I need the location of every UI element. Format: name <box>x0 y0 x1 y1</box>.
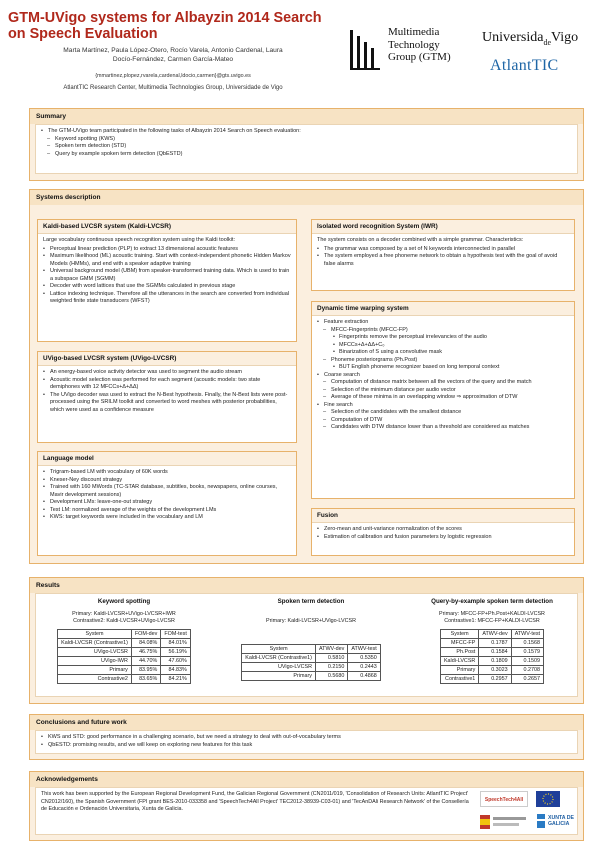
dtw-coarse-item: – Average of these minima in an overlapping window ⇒ approximation of DTW <box>317 394 569 402</box>
dtw-heading: Dynamic time warping system <box>312 302 574 316</box>
std-cell: Kaldi-LVCSR (Contrastive1) <box>242 654 316 663</box>
std-cell: 0.5350 <box>348 654 380 663</box>
uvigo-lvcsr-body <box>38 366 296 417</box>
iwr-box <box>311 219 575 291</box>
qbe-col-header: ATWV-test <box>511 629 543 638</box>
xunta-emblem-icon <box>536 813 546 829</box>
iwr-item: • The system employed a free phoneme network to obtain a hypothesis test with the goal of avoid false alarms <box>317 253 569 268</box>
uvigo-logo <box>482 30 578 46</box>
kws-primary: Primary: Kaldi-LVCSR+UVigo-LVCSR+IWR <box>72 610 176 617</box>
authors <box>8 46 338 65</box>
qbe-cell: 0.1809 <box>479 656 511 665</box>
table-row <box>440 638 543 647</box>
qbe-col-header: ATWV-dev <box>479 629 511 638</box>
std-col-header: ATWV-test <box>348 645 380 654</box>
gtm-line-1: Multimedia <box>388 26 440 38</box>
conclusions-body <box>35 730 578 754</box>
acknowledgements-heading: Acknowledgements <box>30 772 583 787</box>
table-row <box>440 647 543 656</box>
table-row <box>440 665 543 674</box>
kws-cell: 56.19% <box>161 647 190 656</box>
fusion-item: • Zero-mean and unit-variance normalization of the scores <box>317 526 569 534</box>
kws-heading: Keyword spotting <box>97 598 151 605</box>
uvigo-item: • The UVigo decoder was used to extract the N-Best hypothesis. Finally, the N-Best lists were post-processed using the SRILM toolkit and converted to word meshes with posterior probabilities, which were used as a confidence measure <box>43 392 291 415</box>
kws-col-header: System <box>58 629 132 638</box>
acknowledgements-section <box>29 771 584 841</box>
qbe-cell: 0.2657 <box>511 674 543 683</box>
spain-government-logo-icon <box>480 813 528 831</box>
conclusions-heading: Conclusions and future work <box>30 715 583 730</box>
uvigo-item: • An energy-based voice activity detector was used to segment the audio stream <box>43 369 291 377</box>
kws-col-header: FOM-dev <box>131 629 160 638</box>
table-header-row <box>242 645 380 654</box>
lm-item: • Trained with 160 MWords (TC-STAR database, subtitles, books, newspapers, online courses, Mavir development sessions) <box>43 484 291 499</box>
gtm-line-2: Technology <box>388 38 440 51</box>
table-row <box>58 674 191 683</box>
dtw-fine-item: – Computation of DTW <box>317 417 569 425</box>
language-model-body <box>38 466 296 525</box>
kws-cell: 44.70% <box>131 656 160 665</box>
iwr-heading: Isolated word recognition System (IWR) <box>312 220 574 234</box>
dtw-feature: • Feature extraction <box>317 319 569 327</box>
systems-heading: Systems description <box>30 190 583 205</box>
dtw-coarse: • Coarse search <box>317 372 569 380</box>
dtw-fine-item: – Selection of the candidates with the smallest distance <box>317 409 569 417</box>
summary-body <box>35 124 578 174</box>
uvigo-lvcsr-box <box>37 351 297 443</box>
summary-task: – Spoken term detection (STD) <box>41 143 572 151</box>
xunta-logo-text: XUNTA DE GALICIA <box>548 815 574 827</box>
eu-flag-icon <box>536 791 560 807</box>
qbe-heading: Query-by-example spoken term detection <box>431 598 553 605</box>
std-primary: Primary: Kaldi-LVCSR+UVigo-LVCSR <box>265 617 357 624</box>
dtw-coarse-item: – Computation of distance matrix between all the vectors of the query and the match <box>317 379 569 387</box>
table-header-row <box>58 629 191 638</box>
dtw-body <box>312 316 574 435</box>
std-col-header: System <box>242 645 316 654</box>
kws-col-header: FOM-test <box>161 629 190 638</box>
dtw-coarse-item: – Selection of the minimum distance per audio vector <box>317 387 569 395</box>
kws-cell: 84.08% <box>131 638 160 647</box>
kws-cell: UVigo-LVCSR <box>58 647 132 656</box>
std-cell: UVigo-LVCSR <box>242 663 316 672</box>
results-heading: Results <box>30 578 583 593</box>
table-row <box>58 638 191 647</box>
qbe-cell: 0.3023 <box>479 665 511 674</box>
lm-item: • Test LM: normalized average of the weights of the development LMs <box>43 507 291 515</box>
dtw-fp-item: • Binarization of S using a convolutive mask <box>317 349 569 357</box>
atlantic-logo: AtlantTIC <box>490 57 559 74</box>
qbe-table <box>440 629 544 684</box>
summary-intro: • The GTM-UVigo team participated in the following tasks of Albayzin 2014 Search on Speech evaluation: <box>41 128 572 136</box>
kws-cell: 84.21% <box>161 674 190 683</box>
qbe-cell: Primary <box>440 665 478 674</box>
uvigo-logo-de: de <box>543 38 551 47</box>
summary-section <box>29 108 584 181</box>
kws-cell: Contrastive2 <box>58 674 132 683</box>
dtw-mfcc-fp: – MFCC-Fingerprints (MFCC-FP) <box>317 327 569 335</box>
poster-title: GTM-UVigo systems for Albayzin 2014 Search on Speech Evaluation <box>8 10 322 42</box>
kws-cell: 46.75% <box>131 647 160 656</box>
kws-block <box>38 598 210 684</box>
kaldi-item: • Maximum likelihood (ML) acoustic training. Start with context-independent phonetic Hidden Markov Models (HMMs), and end with a speaker adaptive training <box>43 253 291 268</box>
kws-cell: Primary <box>58 665 132 674</box>
qbe-cell: 0.1787 <box>479 638 511 647</box>
dtw-fine-item: – Candidates with DTW distance lower than a threshold are considered as matches <box>317 424 569 432</box>
table-row <box>440 674 543 683</box>
qbe-cell: 0.1584 <box>479 647 511 656</box>
kaldi-item: • Perceptual linear prediction (PLP) to extract 13 dimensional acoustic features <box>43 246 291 254</box>
std-table <box>241 644 380 681</box>
gtm-line-3: Group (GTM) <box>388 51 451 64</box>
fusion-box <box>311 508 575 556</box>
iwr-intro: The system consists on a decoder combined with a simple grammar. Characteristics: <box>317 237 524 243</box>
qbe-cell: 0.2957 <box>479 674 511 683</box>
dtw-fp-item: • MFCCs+Δ+ΔΔ+C₀ <box>317 342 569 350</box>
language-model-heading: Language model <box>38 452 296 466</box>
qbe-cell: MFCC-FP <box>440 638 478 647</box>
conclusions-section <box>29 714 584 760</box>
kaldi-intro: Large vocabulary continuous speech recognition system using the Kaldi toolkit: <box>43 237 236 243</box>
std-block <box>226 598 396 681</box>
uvigo-logo-part-b: Vigo <box>551 30 579 45</box>
std-cell: 0.2443 <box>348 663 380 672</box>
kws-cell: 83.95% <box>131 665 160 674</box>
language-model-box <box>37 451 297 556</box>
std-cell: Primary <box>242 672 316 681</box>
uvigo-lvcsr-heading: UVigo-based LVCSR system (UVigo-LVCSR) <box>38 352 296 366</box>
lm-item: • Trigram-based LM with vocabulary of 60K words <box>43 469 291 477</box>
fusion-item: • Estimation of calibration and fusion parameters by logistic regression <box>317 534 569 542</box>
kws-cell: 84.83% <box>161 665 190 674</box>
table-row <box>242 654 380 663</box>
std-cell: 0.4868 <box>348 672 380 681</box>
fusion-heading: Fusion <box>312 509 574 523</box>
dtw-fine: • Fine search <box>317 402 569 410</box>
uvigo-item: • Acoustic model selection was performed for each segment (acoustic models: two state demiphones with 12 MFCCs+Δ+ΔΔ) <box>43 377 291 392</box>
affiliation: AtlantTIC Research Center, Multimedia Technologies Group, Universidade de Vigo <box>63 85 283 91</box>
results-body <box>35 593 578 697</box>
qbe-cell: 0.2708 <box>511 665 543 674</box>
std-cell: 0.5810 <box>315 654 347 663</box>
dtw-ph-item: • BUT English phoneme recognizer based on long temporal context <box>317 364 569 372</box>
speechtech4all-logo: SpeechTech4All <box>480 791 528 807</box>
lm-item: • Development LMs: leave-one-out strategy <box>43 499 291 507</box>
qbe-cell: Kaldi-LVCSR <box>440 656 478 665</box>
kws-contrastive: Contrastive2: Kaldi-LVCSR+UVigo-LVCSR <box>73 618 175 625</box>
table-row <box>58 647 191 656</box>
kaldi-item: • Universal background model (UBM) from speaker-transformed training data. Which is used to train a subspace GMM (SGMM) <box>43 268 291 283</box>
table-row <box>242 663 380 672</box>
kws-cell: 47.60% <box>161 656 190 665</box>
qbe-col-header: System <box>440 629 478 638</box>
summary-task: – Query by example spoken term detection (QbESTD) <box>41 151 572 159</box>
kaldi-item: • Lattice indexing technique. Therefore all the utterances in the search are converted from individual weighted finite state transducers (WFST) <box>43 291 291 306</box>
kws-cell: UVigo-IWR <box>58 656 132 665</box>
fusion-body <box>312 523 574 544</box>
std-cell: 0.2150 <box>315 663 347 672</box>
kaldi-lvcsr-box <box>37 219 297 342</box>
qbe-cell: Contrastive1 <box>440 674 478 683</box>
lm-item: • Kneser-Ney discount strategy <box>43 477 291 485</box>
table-row <box>58 656 191 665</box>
gtm-logo-text <box>388 26 451 64</box>
std-col-header: ATWV-dev <box>315 645 347 654</box>
conclusion-item: • QbESTD: promising results, and we will keep on exploring new features for this task <box>41 742 572 750</box>
qbe-cell: 0.1509 <box>511 656 543 665</box>
iwr-body <box>312 234 574 271</box>
qbe-cell: 0.1579 <box>511 647 543 656</box>
table-row <box>242 672 380 681</box>
acknowledgements-text: This work has been supported by the European Regional Development Fund, the Galician Regional Government (CN2011/019, 'Consolidation of Research Units: AtlantTIC Project' CN2012/160), the Spanish Government (FPI grant BES-2010-033358 and 'SpeechTech4All Project' TEC2012-38939-C03-01) and 'TecAnDAli Research Network' of the Consellería de Educación e Ordenación Universitaria, Xunta de Galicia. <box>41 791 469 813</box>
qbe-block <box>406 598 578 684</box>
kws-cell: Kaldi-LVCSR (Contrastive1) <box>58 638 132 647</box>
conclusion-item: • KWS and STD: good performance in a challenging scenario, but we need a strategy to deal with out-of-vocabulary terms <box>41 734 572 742</box>
kaldi-item: • Decoder with word lattices that use the SGMMs calculated in previous stage <box>43 283 291 291</box>
acknowledgements-body <box>35 787 578 835</box>
qbe-primary: Primary: MFCC-FP+Ph.Post+KALDI-LVCSR <box>439 610 545 617</box>
kws-cell: 84.01% <box>161 638 190 647</box>
authors-line-2: Docío-Fernández, Carmen García-Mateo <box>112 56 234 64</box>
iwr-item: • The grammar was composed by a set of N keywords interconnected in parallel <box>317 246 569 254</box>
kws-table <box>57 629 191 684</box>
summary-task: – Keyword spotting (KWS) <box>41 136 572 144</box>
table-row <box>440 656 543 665</box>
std-cell: 0.5680 <box>315 672 347 681</box>
qbe-cell: 0.1568 <box>511 638 543 647</box>
qbe-contrastive: Contrastive1: MFCC-FP+KALDI-LVCSR <box>444 618 540 625</box>
results-section <box>29 577 584 704</box>
summary-heading: Summary <box>30 109 583 124</box>
lm-item: • KWS: target keywords were included in the vocabulary and LM <box>43 514 291 522</box>
dtw-fp-item: • Fingerprints remove the perceptual irrelevancies of the audio <box>317 334 569 342</box>
dtw-box <box>311 301 575 499</box>
kws-cell: 83.65% <box>131 674 160 683</box>
std-heading: Spoken term detection <box>277 598 345 605</box>
authors-line-1: Marta Martínez, Paula López-Otero, Rocío Varela, Antonio Cardenal, Laura <box>63 47 283 54</box>
dtw-phoneme: – Phoneme posteriorgrams (Ph.Post) <box>317 357 569 365</box>
uvigo-logo-part-a: Universida <box>482 30 544 45</box>
author-emails: {mmartinez,plopez,rvarela,cardenal,ldocio,carmen}@gts.uvigo.es <box>95 73 251 79</box>
gtm-logo-icon <box>348 28 384 72</box>
kaldi-lvcsr-heading: Kaldi-based LVCSR system (Kaldi-LVCSR) <box>38 220 296 234</box>
table-header-row <box>440 629 543 638</box>
qbe-cell: Ph.Post <box>440 647 478 656</box>
kaldi-lvcsr-body <box>38 234 296 309</box>
table-row <box>58 665 191 674</box>
